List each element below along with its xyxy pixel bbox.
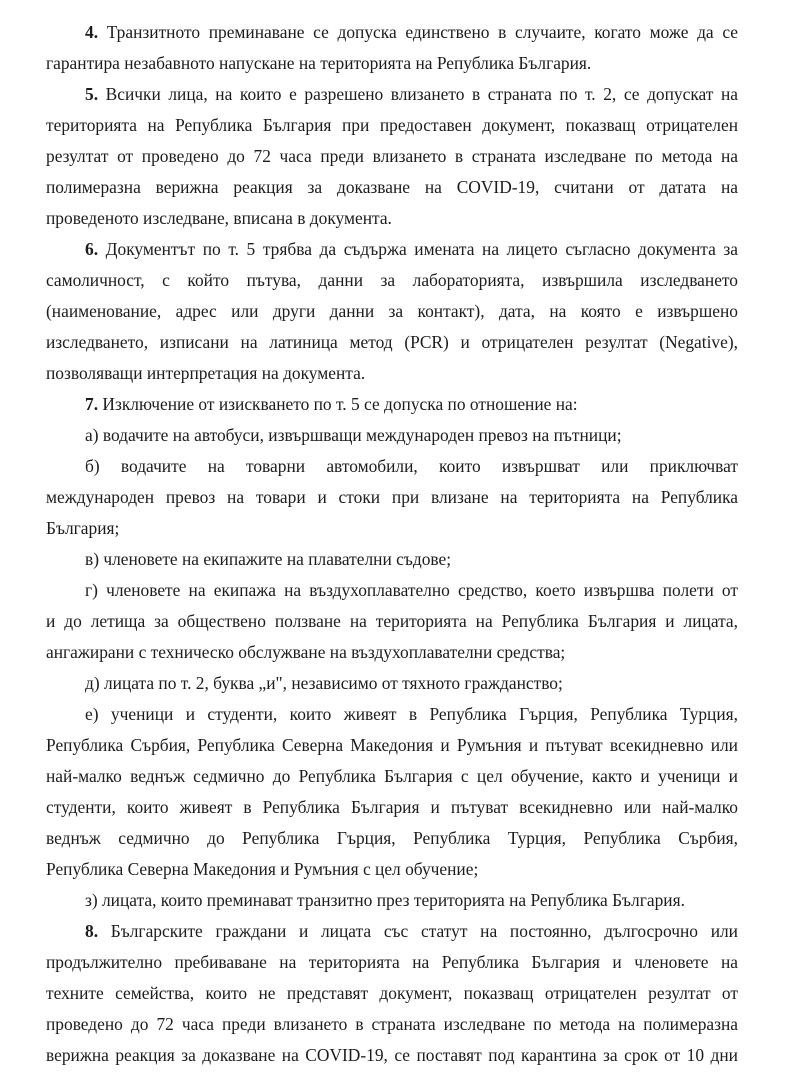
paragraph-7-line-1: 7. Изключение от изискването по т. 5 се допуска по отношение на: bbox=[85, 394, 578, 414]
paragraph-6-line-2: самоличност, с който пътува, данни за лабораторията, извършила изследването bbox=[46, 270, 738, 290]
item-g-line-3: ангажирани с техническо обслужване на въздухоплавателни средства; bbox=[46, 642, 566, 662]
paragraph-8-line-4: проведено до 72 часа преди влизането в страната изследване по метода на полимеразна bbox=[46, 1014, 738, 1034]
item-z-line-1: з) лицата, които преминават транзитно през територията на Република България. bbox=[85, 890, 685, 910]
item-a-line-1: а) водачите на автобуси, извършващи международен превоз на пътници; bbox=[85, 425, 622, 445]
paragraph-5-line-3: резултат от проведено до 72 часа преди влизането в страната изследване по метода на bbox=[46, 146, 738, 166]
item-b-line-2: международен превоз на товари и стоки при влизане на територията на Република bbox=[46, 487, 738, 507]
item-e-line-6: Република Северна Македония и Румъния с цел обучение; bbox=[46, 859, 479, 879]
paragraph-6-line-1: 6. Документът по т. 5 трябва да съдържа имената на лицето съгласно документа за bbox=[85, 239, 738, 259]
item-e-line-2: Република Сърбия, Република Северна Македония и Румъния и пътуват всекидневно или bbox=[46, 735, 738, 755]
paragraph-8-number: 8. bbox=[85, 921, 99, 941]
item-d-line-1: д) лицата по т. 2, буква „и", независимо от тяхното гражданство; bbox=[85, 673, 563, 693]
paragraph-6-line-5: позволяващи интерпретация на документа. bbox=[46, 363, 366, 383]
paragraph-6-line-3: (наименование, адрес или други данни за контакт), дата, на която е извършено bbox=[46, 301, 738, 321]
paragraph-6-line-4: изследването, изписани на латиница метод (PCR) и отрицателен резултат (Negative), bbox=[46, 332, 738, 352]
item-e-line-3: най-малко веднъж седмично до Република България с цел обучение, както и ученици и bbox=[46, 766, 738, 786]
paragraph-5-line-4: полимеразна верижна реакция за доказване на COVID-19, считани от датата на bbox=[46, 177, 738, 197]
item-v-line-1: в) членовете на екипажите на плавателни съдове; bbox=[85, 549, 452, 569]
paragraph-8-line-2: продължително пребиваване на територията на Република България и членовете на bbox=[46, 952, 738, 972]
paragraph-8-line-1: 8. Българските граждани и лицата със статут на постоянно, дългосрочно или bbox=[85, 921, 738, 941]
item-g-line-1: г) членовете на екипажа на въздухоплавателно средство, което извършва полети от bbox=[85, 580, 738, 600]
paragraph-8-line-5: верижна реакция за доказване на COVID-19, се поставят под карантина за срок от 10 дни bbox=[46, 1045, 738, 1065]
item-b-line-1: б) водачите на товарни автомобили, които извършват или приключват bbox=[85, 456, 738, 476]
paragraph-5-line-2: територията на Република България при предоставен документ, показващ отрицателен bbox=[46, 115, 738, 135]
item-e-line-1: е) ученици и студенти, които живеят в Република Гърция, Република Турция, bbox=[85, 704, 738, 724]
item-b-line-3: България; bbox=[46, 518, 120, 538]
paragraph-5-number: 5. bbox=[85, 84, 99, 104]
paragraph-5-line-5: проведеното изследване, вписана в документа. bbox=[46, 208, 392, 228]
paragraph-4-line-1: 4. Транзитното преминаване се допуска единствено в случаите, когато може да се bbox=[85, 22, 738, 42]
paragraph-7-number: 7. bbox=[85, 394, 99, 414]
item-e-line-4: студенти, които живеят в Република България и пътуват всекидневно или най-малко bbox=[46, 797, 738, 817]
item-g-line-2: и до летища за обществено ползване на територията на Република България и лицата, bbox=[46, 611, 738, 631]
paragraph-4-number: 4. bbox=[85, 22, 99, 42]
paragraph-6-number: 6. bbox=[85, 239, 99, 259]
paragraph-4-line-2: гарантира незабавното напускане на територията на Република България. bbox=[46, 53, 592, 73]
item-e-line-5: веднъж седмично до Република Гърция, Република Турция, Република Сърбия, bbox=[46, 828, 738, 848]
paragraph-5-line-1: 5. Всички лица, на които е разрешено влизането в страната по т. 2, се допускат на bbox=[85, 84, 738, 104]
paragraph-8-line-3: техните семейства, които не представят документ, показващ отрицателен резултат от bbox=[46, 983, 738, 1003]
